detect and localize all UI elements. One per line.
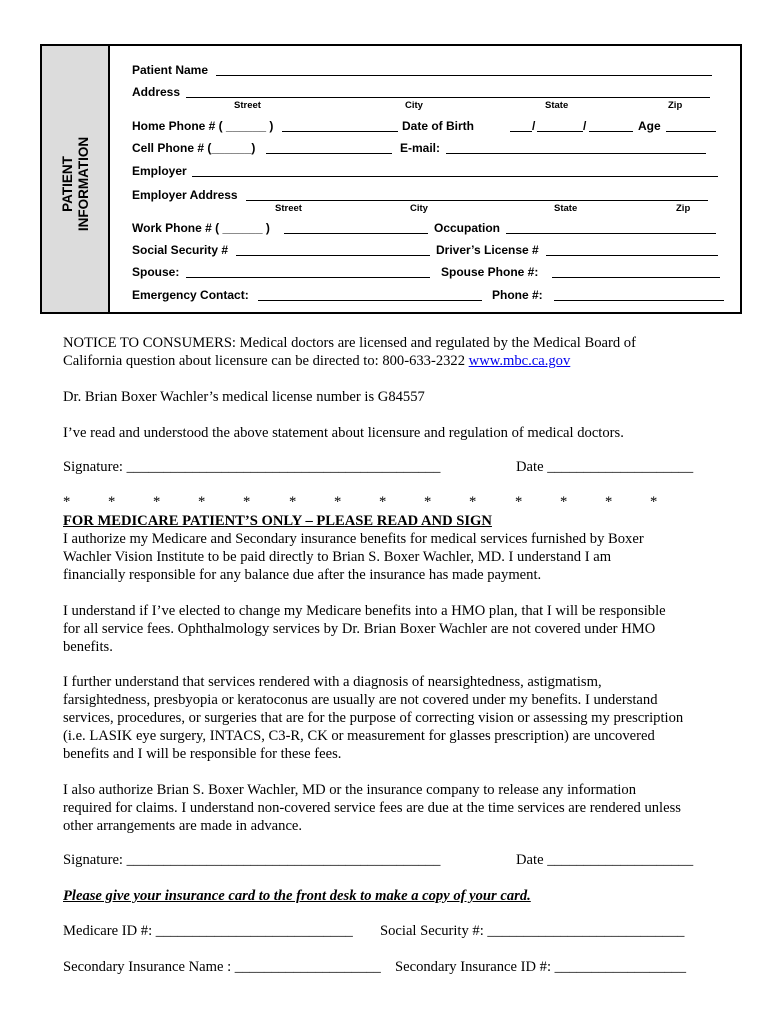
dob-month-input[interactable] [510, 131, 532, 132]
address-zip-caption: Zip [668, 100, 683, 111]
date-field-1[interactable]: Date ____________________ [516, 459, 694, 475]
emergency-contact-label: Emergency Contact: [132, 288, 249, 302]
drivers-license-input[interactable] [546, 255, 718, 256]
spouse-input[interactable] [186, 277, 430, 278]
license-statement: Dr. Brian Boxer Wachler’s medical license number is G84557 [63, 389, 425, 405]
medicare-p3-line: benefits and I will be responsible for these fees. [63, 746, 342, 762]
address-input[interactable] [186, 97, 710, 98]
side-label-line2: INFORMATION [76, 136, 91, 232]
home-phone-label: Home Phone # ( ______ ) [132, 119, 274, 133]
social-security-input[interactable] [236, 255, 430, 256]
employer-city-caption: City [410, 203, 428, 214]
dob-slash-1: / [532, 119, 536, 133]
side-panel [42, 46, 110, 312]
employer-address-label: Employer Address [132, 188, 238, 202]
work-phone-input[interactable] [284, 233, 428, 234]
medicare-section [63, 512, 723, 584]
divider-star: * [198, 494, 206, 510]
address-city-caption: City [405, 100, 423, 111]
medicare-p4-line: other arrangements are made in advance. [63, 818, 303, 834]
signature-field-1[interactable]: Signature: ___________________________________________ [63, 459, 441, 475]
medicare-p4-line: required for claims. I understand non-covered service fees are due at the time services are rendered unless [63, 800, 681, 816]
home-phone-input[interactable] [282, 131, 398, 132]
notice-paragraph [63, 334, 723, 370]
patient-name-label: Patient Name [132, 63, 209, 77]
age-input[interactable] [666, 131, 716, 132]
divider-star: * [108, 494, 116, 510]
emergency-phone-input[interactable] [554, 300, 724, 301]
secondary-insurance-id-field[interactable]: Secondary Insurance ID #: __________________ [395, 959, 687, 975]
social-security-label: Social Security # [132, 243, 229, 257]
notice-line-1: NOTICE TO CONSUMERS: Medical doctors are licensed and regulated by the Medical Board of [63, 335, 636, 351]
dob-slash-2: / [583, 119, 587, 133]
medicare-p1-line: financially responsible for any balance due after the insurance has made payment. [63, 567, 542, 583]
occupation-label: Occupation [434, 221, 501, 235]
medicare-p3-line: farsightedness, presbyopia or keratoconus are usually are not covered under my benefits. I understand [63, 692, 658, 708]
drivers-license-label: Driver’s License # [436, 243, 539, 257]
divider-star: * [243, 494, 251, 510]
divider-star: * [63, 494, 71, 510]
acknowledgement-statement: I’ve read and understood the above statement about licensure and regulation of medical doctors. [63, 425, 624, 441]
insurance-card-note: Please give your insurance card to the front desk to make a copy of your card. [63, 888, 531, 904]
address-label: Address [132, 85, 181, 99]
medicare-p1-line: Wachler Vision Institute to be paid directly to Brian S. Boxer Wachler, MD. I understand I am [63, 549, 612, 565]
address-street-caption: Street [234, 100, 261, 111]
medicare-p2-line: for all service fees. Ophthalmology services by Dr. Brian Boxer Wachler are not covered under HMO [63, 621, 656, 637]
divider-star: * [515, 494, 523, 510]
employer-input[interactable] [192, 176, 718, 177]
divider-star: * [289, 494, 297, 510]
employer-state-caption: State [554, 203, 578, 214]
medicare-p3-line: (i.e. LASIK eye surgery, INTACS, C3-R, CK or measurement for glasses prescription) are uncovered [63, 728, 655, 744]
spouse-phone-label: Spouse Phone #: [441, 265, 539, 279]
emergency-phone-label: Phone #: [492, 288, 543, 302]
divider-star: * [560, 494, 568, 510]
notice-line-2-text: California question about licensure can be directed to: 800-633-2322 [63, 353, 469, 369]
medicare-paragraph-3 [63, 673, 723, 763]
medicare-id-field[interactable]: Medicare ID #: ___________________________ [63, 923, 353, 939]
medicare-p2-line: I understand if I’ve elected to change my Medicare benefits into a HMO plan, that I will be responsible [63, 603, 666, 619]
cell-phone-input[interactable] [266, 153, 392, 154]
divider-star: * [153, 494, 161, 510]
notice-line-2 [63, 352, 723, 370]
divider-star: * [469, 494, 477, 510]
mbc-website-link[interactable]: www.mbc.ca.gov [468, 353, 571, 369]
divider-star: * [424, 494, 432, 510]
medicare-p3-line: services, procedures, or surgeries that are for the purpose of correcting vision or assessing my prescription [63, 710, 684, 726]
social-security-field[interactable]: Social Security #: ___________________________ [380, 923, 685, 939]
secondary-insurance-name-field[interactable]: Secondary Insurance Name : ____________________ [63, 959, 381, 975]
cell-phone-label: Cell Phone # (______) [132, 141, 256, 155]
medicare-paragraph-2 [63, 602, 723, 656]
signature-field-2[interactable]: Signature: ___________________________________________ [63, 852, 441, 868]
medicare-paragraph-4 [63, 781, 723, 835]
address-state-caption: State [545, 100, 569, 111]
spouse-label: Spouse: [132, 265, 180, 279]
patient-name-input[interactable] [216, 75, 712, 76]
divider-star: * [605, 494, 613, 510]
side-label-line1: PATIENT [60, 156, 75, 212]
medicare-p4-line: I also authorize Brian S. Boxer Wachler, MD or the insurance company to release any information [63, 782, 637, 798]
email-input[interactable] [446, 153, 706, 154]
dob-year-input[interactable] [589, 131, 633, 132]
occupation-input[interactable] [506, 233, 716, 234]
spouse-phone-input[interactable] [552, 277, 720, 278]
divider-star: * [379, 494, 387, 510]
medicare-p1-line: I authorize my Medicare and Secondary insurance benefits for medical services furnished by Boxer [63, 531, 644, 547]
work-phone-label: Work Phone # ( ______ ) [132, 221, 270, 235]
date-of-birth-label: Date of Birth [402, 119, 474, 133]
age-label: Age [638, 119, 661, 133]
employer-label: Employer [132, 164, 187, 178]
divider-star: * [334, 494, 342, 510]
date-field-2[interactable]: Date ____________________ [516, 852, 694, 868]
side-label [60, 137, 92, 231]
employer-zip-caption: Zip [676, 203, 691, 214]
employer-address-input[interactable] [246, 200, 708, 201]
medicare-p2-line: benefits. [63, 639, 113, 655]
dob-day-input[interactable] [537, 131, 583, 132]
divider-star: * [650, 494, 658, 510]
medicare-p3-line: I further understand that services rendered with a diagnosis of nearsightedness, astigmatism, [63, 674, 602, 690]
emergency-contact-input[interactable] [258, 300, 482, 301]
employer-street-caption: Street [275, 203, 302, 214]
email-label: E-mail: [400, 141, 441, 155]
medicare-heading: FOR MEDICARE PATIENT’S ONLY – PLEASE READ AND SIGN [63, 513, 492, 529]
